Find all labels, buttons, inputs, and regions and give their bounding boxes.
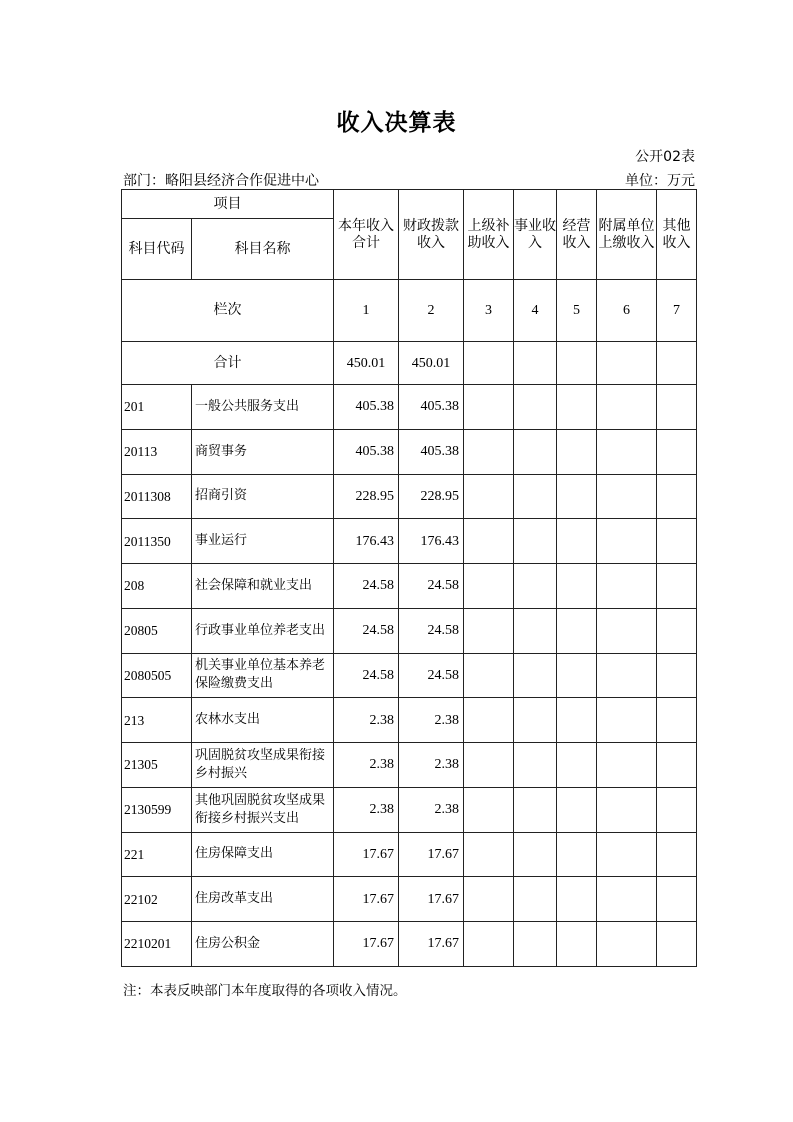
- row-affiliated: [597, 474, 657, 519]
- row-fiscal: 2.38: [399, 787, 464, 832]
- row-operating: [557, 608, 597, 653]
- row-code: 221: [122, 832, 192, 877]
- row-other: [657, 429, 697, 474]
- row-name: 事业运行: [192, 519, 334, 564]
- row-code: 20805: [122, 608, 192, 653]
- table-row: [122, 653, 697, 698]
- row-superior: [464, 385, 514, 430]
- page-title: 收入决算表: [336, 110, 457, 136]
- header-other: 其他收入: [657, 190, 697, 280]
- table-row: [122, 832, 697, 877]
- footnote: 注：本表反映部门本年度取得的各项收入情况。: [123, 983, 407, 999]
- row-operating: [557, 429, 597, 474]
- row-fiscal: 17.67: [399, 922, 464, 967]
- row-name: 社会保障和就业支出: [192, 564, 334, 609]
- row-operating: [557, 653, 597, 698]
- row-operating: [557, 385, 597, 430]
- row-other: [657, 564, 697, 609]
- column-index-3: 3: [464, 280, 514, 342]
- row-code: 2210201: [122, 922, 192, 967]
- row-total: 2.38: [334, 743, 399, 788]
- row-total: 24.58: [334, 653, 399, 698]
- header-code: 科目代码: [122, 219, 192, 280]
- row-name: 一般公共服务支出: [192, 385, 334, 430]
- row-fiscal: 24.58: [399, 653, 464, 698]
- sum-fiscal: 450.01: [399, 342, 464, 385]
- unit-label: 单位：万元: [625, 173, 695, 189]
- row-operating: [557, 743, 597, 788]
- row-name: 住房公积金: [192, 922, 334, 967]
- row-superior: [464, 474, 514, 519]
- row-superior: [464, 922, 514, 967]
- row-superior: [464, 653, 514, 698]
- row-business: [514, 519, 557, 564]
- row-code: 2011350: [122, 519, 192, 564]
- row-superior: [464, 429, 514, 474]
- table-row: [122, 519, 697, 564]
- row-other: [657, 877, 697, 922]
- row-other: [657, 698, 697, 743]
- row-superior: [464, 698, 514, 743]
- table-row: [122, 787, 697, 832]
- table-row: [122, 877, 697, 922]
- row-superior: [464, 564, 514, 609]
- row-affiliated: [597, 519, 657, 564]
- column-index-4: 4: [514, 280, 557, 342]
- row-affiliated: [597, 698, 657, 743]
- row-affiliated: [597, 608, 657, 653]
- row-business: [514, 608, 557, 653]
- row-code: 208: [122, 564, 192, 609]
- table-row: [122, 608, 697, 653]
- row-business: [514, 832, 557, 877]
- row-business: [514, 743, 557, 788]
- row-total: 228.95: [334, 474, 399, 519]
- row-operating: [557, 877, 597, 922]
- row-other: [657, 653, 697, 698]
- row-total: 17.67: [334, 832, 399, 877]
- row-code: 22102: [122, 877, 192, 922]
- row-superior: [464, 743, 514, 788]
- row-business: [514, 787, 557, 832]
- row-code: 2080505: [122, 653, 192, 698]
- row-affiliated: [597, 787, 657, 832]
- row-superior: [464, 608, 514, 653]
- row-other: [657, 519, 697, 564]
- row-affiliated: [597, 877, 657, 922]
- row-affiliated: [597, 743, 657, 788]
- row-business: [514, 385, 557, 430]
- row-fiscal: 17.67: [399, 832, 464, 877]
- row-fiscal: 17.67: [399, 877, 464, 922]
- sum-affiliated: [597, 342, 657, 385]
- row-business: [514, 922, 557, 967]
- row-name: 商贸事务: [192, 429, 334, 474]
- row-operating: [557, 922, 597, 967]
- row-total: 17.67: [334, 922, 399, 967]
- row-operating: [557, 519, 597, 564]
- table-row: [122, 922, 697, 967]
- row-superior: [464, 877, 514, 922]
- table-row: [122, 429, 697, 474]
- column-index-label: 栏次: [122, 280, 334, 342]
- row-fiscal: 405.38: [399, 429, 464, 474]
- row-name: 行政事业单位养老支出: [192, 608, 334, 653]
- row-total: 24.58: [334, 608, 399, 653]
- row-code: 201: [122, 385, 192, 430]
- row-operating: [557, 832, 597, 877]
- row-code: 2011308: [122, 474, 192, 519]
- row-total: 176.43: [334, 519, 399, 564]
- sum-total: 450.01: [334, 342, 399, 385]
- row-operating: [557, 564, 597, 609]
- column-index-7: 7: [657, 280, 697, 342]
- row-other: [657, 474, 697, 519]
- row-name: 农林水支出: [192, 698, 334, 743]
- column-index-2: 2: [399, 280, 464, 342]
- row-business: [514, 653, 557, 698]
- row-total: 405.38: [334, 385, 399, 430]
- row-fiscal: 228.95: [399, 474, 464, 519]
- row-superior: [464, 787, 514, 832]
- row-total: 2.38: [334, 787, 399, 832]
- row-superior: [464, 519, 514, 564]
- row-operating: [557, 787, 597, 832]
- header-operating: 经营收入: [557, 190, 597, 280]
- row-other: [657, 743, 697, 788]
- row-other: [657, 787, 697, 832]
- table-row: [122, 698, 697, 743]
- row-code: 2130599: [122, 787, 192, 832]
- row-name: 住房保障支出: [192, 832, 334, 877]
- table-row: [122, 474, 697, 519]
- sum-other: [657, 342, 697, 385]
- row-fiscal: 2.38: [399, 743, 464, 788]
- row-name: 住房改革支出: [192, 877, 334, 922]
- header-name: 科目名称: [192, 219, 334, 280]
- department-label: 部门：略阳县经济合作促进中心: [123, 173, 319, 189]
- row-business: [514, 429, 557, 474]
- form-number: 公开02表: [635, 149, 695, 165]
- row-operating: [557, 698, 597, 743]
- row-name: 其他巩固脱贫攻坚成果衔接乡村振兴支出: [192, 787, 334, 832]
- row-code: 20113: [122, 429, 192, 474]
- column-index-1: 1: [334, 280, 399, 342]
- row-other: [657, 385, 697, 430]
- row-affiliated: [597, 385, 657, 430]
- row-other: [657, 832, 697, 877]
- row-affiliated: [597, 653, 657, 698]
- header-business: 事业收入: [514, 190, 557, 280]
- row-affiliated: [597, 564, 657, 609]
- row-affiliated: [597, 832, 657, 877]
- row-fiscal: 2.38: [399, 698, 464, 743]
- header-superior: 上级补助收入: [464, 190, 514, 280]
- header-total: 本年收入合计: [334, 190, 399, 280]
- row-name: 巩固脱贫攻坚成果衔接乡村振兴: [192, 743, 334, 788]
- header-item: 项目: [122, 190, 334, 219]
- row-name: 招商引资: [192, 474, 334, 519]
- row-total: 17.67: [334, 877, 399, 922]
- row-other: [657, 608, 697, 653]
- row-business: [514, 877, 557, 922]
- row-affiliated: [597, 429, 657, 474]
- row-total: 405.38: [334, 429, 399, 474]
- sum-superior: [464, 342, 514, 385]
- row-name: 机关事业单位基本养老保险缴费支出: [192, 653, 334, 698]
- row-operating: [557, 474, 597, 519]
- sum-operating: [557, 342, 597, 385]
- sum-business: [514, 342, 557, 385]
- table-row: [122, 385, 697, 430]
- header-affiliated: 附属单位上缴收入: [597, 190, 657, 280]
- row-fiscal: 24.58: [399, 564, 464, 609]
- row-code: 21305: [122, 743, 192, 788]
- income-table: [121, 189, 697, 967]
- row-fiscal: 24.58: [399, 608, 464, 653]
- row-total: 24.58: [334, 564, 399, 609]
- row-superior: [464, 832, 514, 877]
- row-affiliated: [597, 922, 657, 967]
- row-fiscal: 405.38: [399, 385, 464, 430]
- row-business: [514, 698, 557, 743]
- row-code: 213: [122, 698, 192, 743]
- sum-label: 合计: [122, 342, 334, 385]
- header-fiscal: 财政拨款收入: [399, 190, 464, 280]
- table-row: [122, 743, 697, 788]
- row-business: [514, 564, 557, 609]
- row-business: [514, 474, 557, 519]
- column-index-6: 6: [597, 280, 657, 342]
- table-row: [122, 564, 697, 609]
- row-fiscal: 176.43: [399, 519, 464, 564]
- row-other: [657, 922, 697, 967]
- column-index-5: 5: [557, 280, 597, 342]
- row-total: 2.38: [334, 698, 399, 743]
